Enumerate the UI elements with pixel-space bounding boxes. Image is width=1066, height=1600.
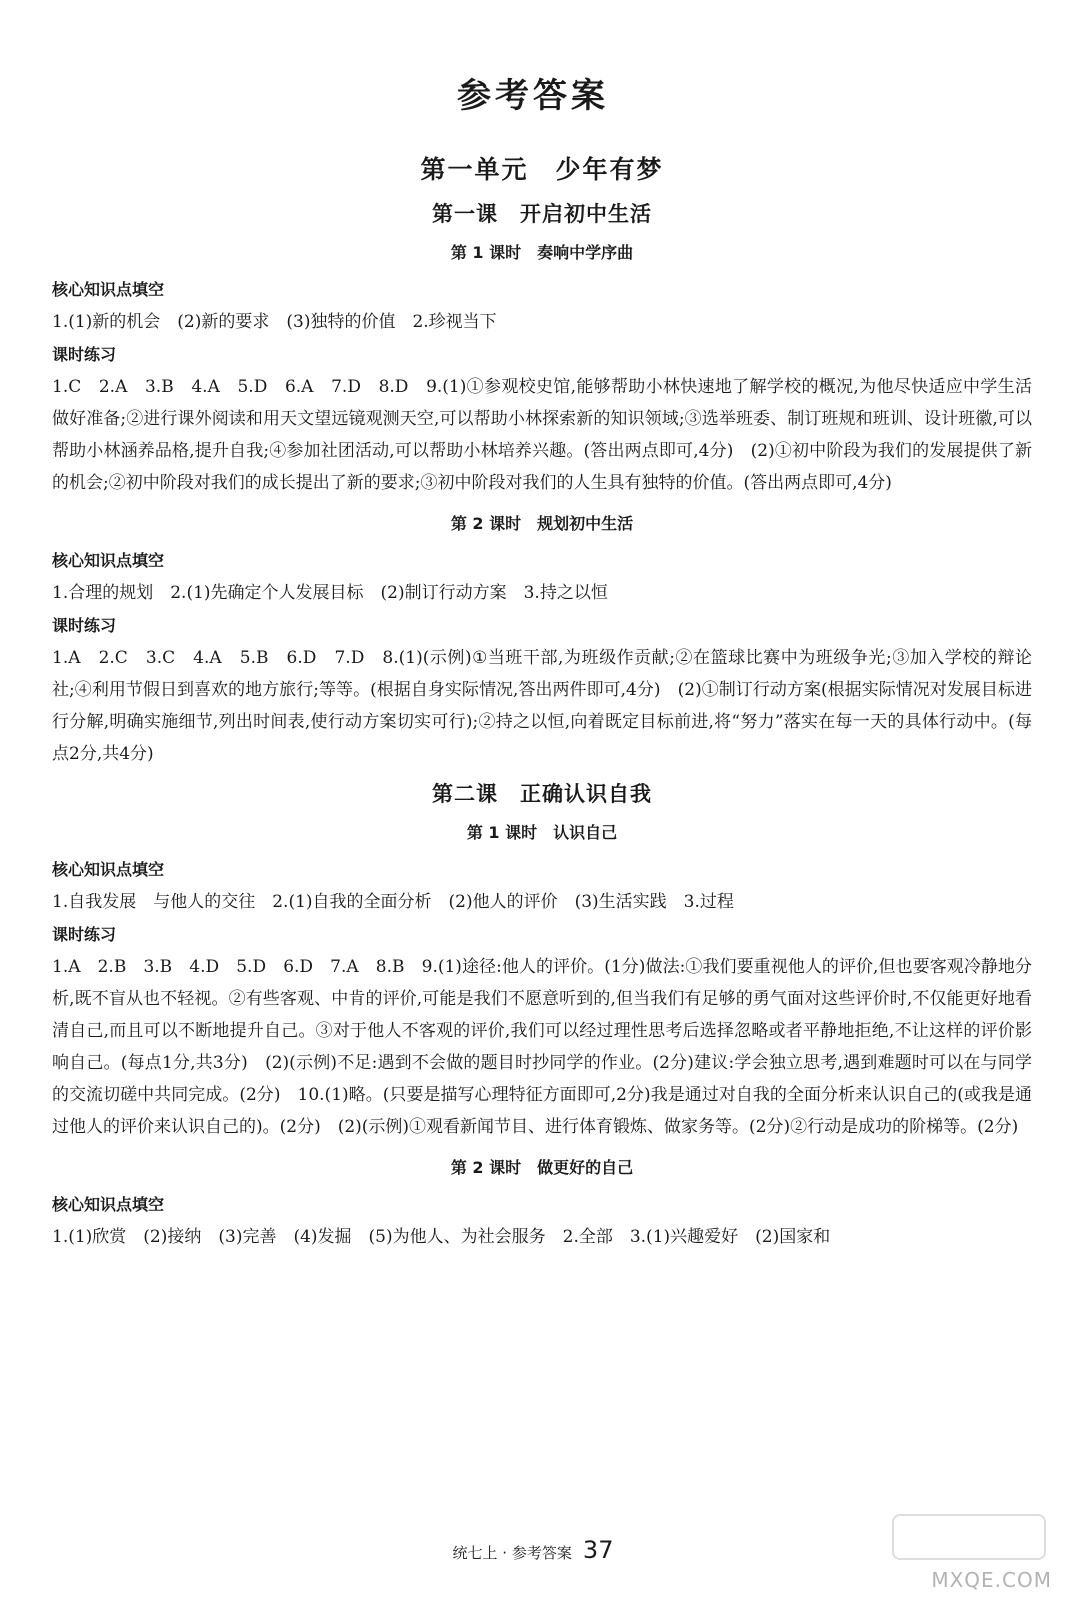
lesson-1-period-2-title: 第 2 课时 规划初中生活 [450,514,634,533]
fill-blank-answers: 1.自我发展 与他人的交往 2.(1)自我的全面分析 (2)他人的评价 (3)生活实践 3.过程 [52,892,734,912]
fill-blank-answers: 1.(1)新的机会 (2)新的要求 (3)独特的价值 2.珍视当下 [52,312,497,332]
practice-heading: 课时练习 [52,925,117,944]
page-number: 37 [582,1536,614,1564]
practice-answers: 1.A 2.B 3.B 4.D 5.D 6.D 7.A 8.B 9.(1)途径:他人的评价。(1分)做法:①我们要重视他人的评价,但也要客观冷静地分析,既不盲从也不轻视。②有些客观、中肯的评价,可能是我们不愿意听到的,但当我们有足够的勇气面对这些评价时,不仅能更好地看清自己,而且可以不断地提升自己。③对于他人不客观的评价,我们可以经过理性思考后选择忽略或者平静地拒绝,不让这样的评价影响自己。(每点1分,共3分) (2)(示例)不足:遇到不会做的题目时抄同学的作业。(2分)建议:学会独立思考,遇到难题时可以在与同学的交流切磋中共同完成。(2分) 10.(1)略。(只要是描写心理特征方面即可,2分)我是通过对自我的全面分析来认识自己的(或我是通过他人的评价来认识自己的)。(2分) (2)(示例)①观看新闻节目、进行体育锻炼、做家务等。(2分)②行动是成功的阶梯等。(2分) [52,957,1032,1137]
lesson-1-period-1-title: 第 1 课时 奏响中学序曲 [450,243,634,262]
watermark-text: MXQE.COM [931,1568,1052,1592]
lesson-2-title: 第二课 正确认识自我 [432,782,652,806]
fill-blank-answers: 1.(1)欣赏 (2)接纳 (3)完善 (4)发掘 (5)为他人、为社会服务 2.全部 3.(1)兴趣爱好 (2)国家和 [52,1227,831,1247]
practice-answers: 1.C 2.A 3.B 4.A 5.D 6.A 7.D 8.D 9.(1)①参观校史馆,能够帮助小林快速地了解学校的概况,为他尽快适应中学生活做好准备;②进行课外阅读和用天文望远镜观测天空,可以帮助小林探索新的知识领域;③选举班委、制订班规和班训、设计班徽,可以帮助小林涵养品格,提升自我;④参加社团活动,可以帮助小林培养兴趣。(答出两点即可,4分) (2)①初中阶段为我们的发展提供了新的机会;②初中阶段对我们的成长提出了新的要求;③初中阶段对我们的人生具有独特的价值。(答出两点即可,4分) [52,377,1032,493]
answer-content [52,150,1032,1257]
fill-blank-heading: 核心知识点填空 [52,860,165,879]
lesson-2-period-2-title: 第 2 课时 做更好的自己 [450,1158,634,1177]
watermark-logo-icon [892,1514,1046,1560]
practice-heading: 课时练习 [52,345,117,364]
lesson-1-title: 第一课 开启初中生活 [432,202,652,226]
fill-blank-heading: 核心知识点填空 [52,551,165,570]
practice-answers: 1.A 2.C 3.C 4.A 5.B 6.D 7.D 8.(1)(示例)①当班干部,为班级作贡献;②在篮球比赛中为班级争光;③加入学校的辩论社;④利用节假日到喜欢的地方旅行;等等。(根据自身实际情况,答出两件即可,4分) (2)①制订行动方案(根据实际情况对发展目标进行分解,明确实施细节,列出时间表,使行动方案切实可行);②持之以恒,向着既定目标前进,将“努力”落实在每一天的具体行动中。(每点2分,共4分) [52,648,1032,764]
footer-label: 统七上 · 参考答案 [452,1544,572,1562]
lesson-2-period-1-title: 第 1 课时 认识自己 [466,823,618,842]
practice-heading: 课时练习 [52,616,117,635]
unit-title: 第一单元 少年有梦 [420,155,664,184]
fill-blank-heading: 核心知识点填空 [52,280,165,299]
fill-blank-heading: 核心知识点填空 [52,1195,165,1214]
fill-blank-answers: 1.合理的规划 2.(1)先确定个人发展目标 (2)制订行动方案 3.持之以恒 [52,583,608,603]
document-title: 参考答案 [457,76,609,116]
